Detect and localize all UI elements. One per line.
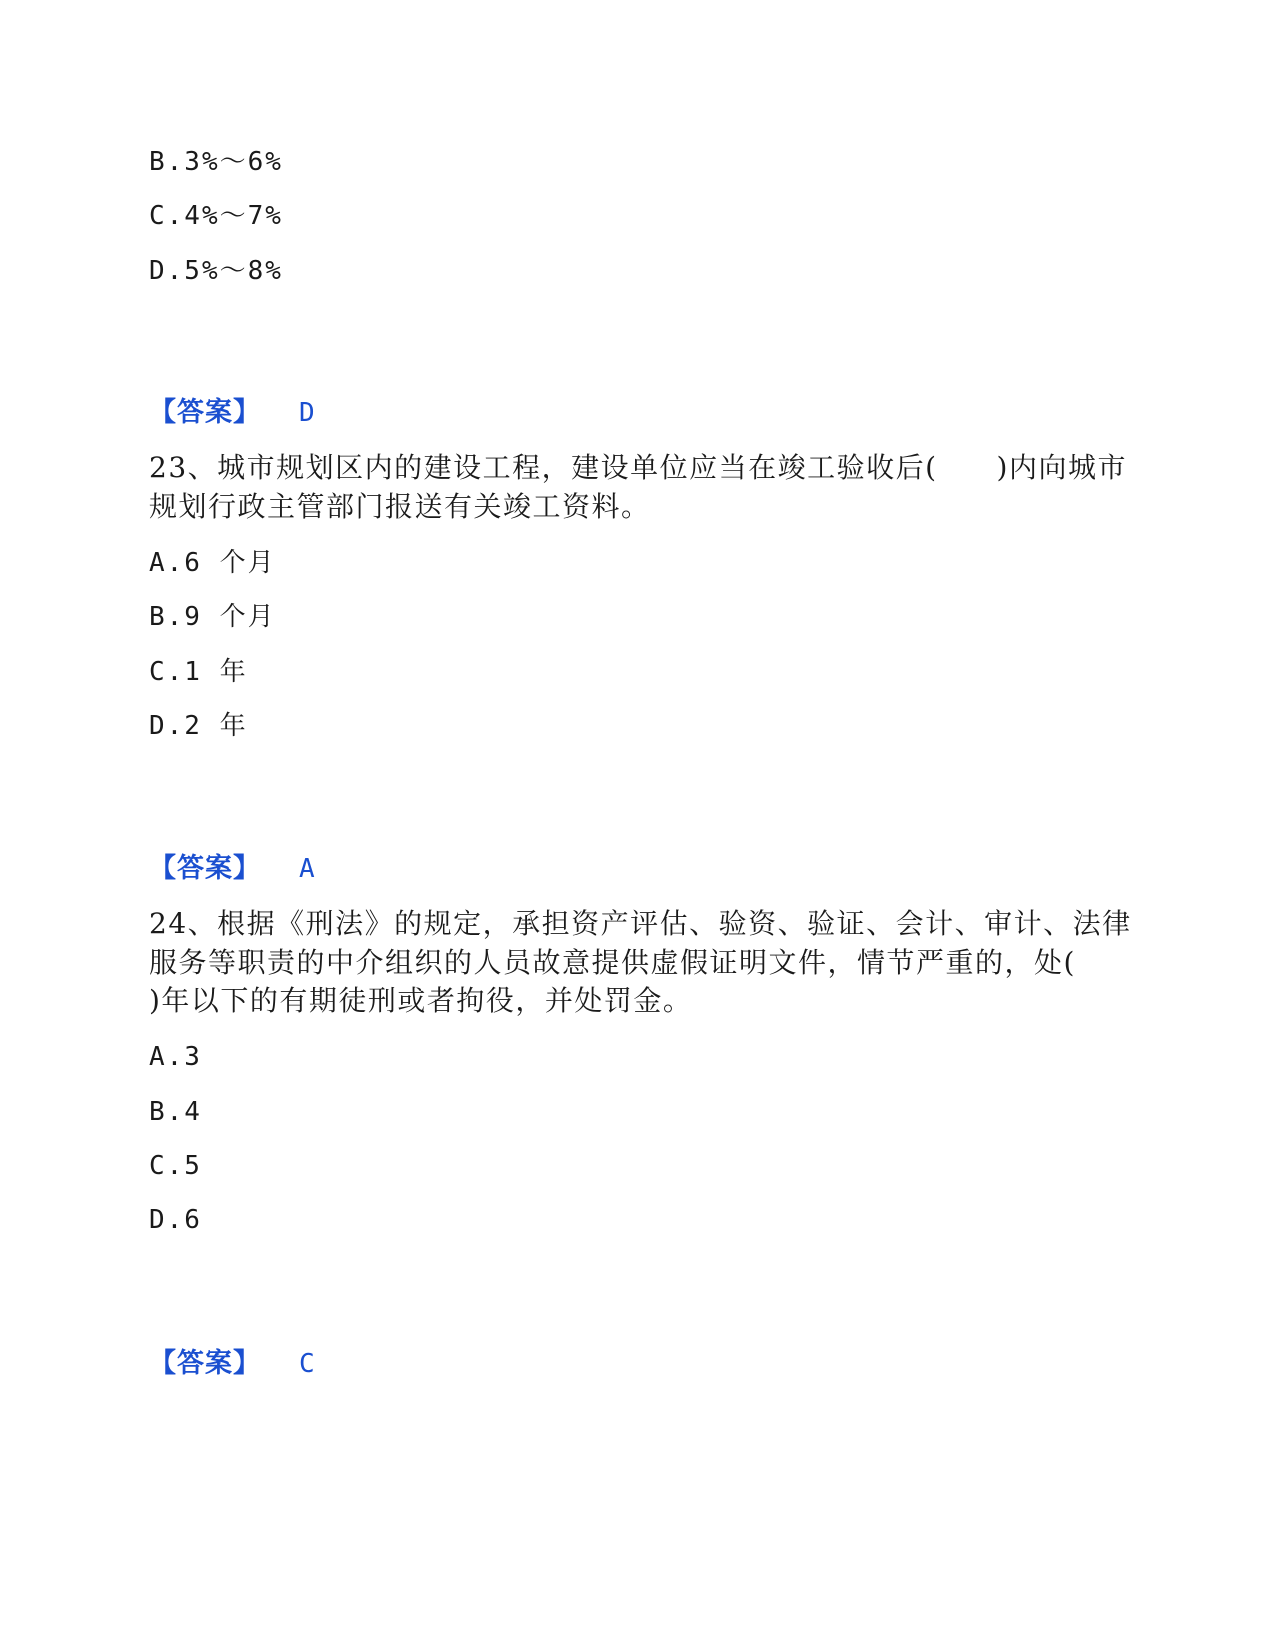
q23-text-line-1: 23、城市规划区内的建设工程，建设单位应当在竣工验收后( )内向城市 xyxy=(149,451,1127,484)
q24-answer xyxy=(149,1346,315,1382)
answer-value: C xyxy=(299,1349,315,1379)
q23-answer xyxy=(149,851,315,887)
q23-option-c: C.1 年 xyxy=(149,657,248,687)
q23-text-line-2: 规划行政主管部门报送有关竣工资料。 xyxy=(149,490,651,523)
q23-option-a: A.6 个月 xyxy=(149,548,276,578)
q24-text-line-2: 服务等职责的中介组织的人员故意提供虚假证明文件，情节严重的，处( xyxy=(149,946,1076,979)
q24-option-d: D.6 xyxy=(149,1205,202,1235)
q24-text-line-1: 24、根据《刑法》的规定，承担资产评估、验资、验证、会计、审计、法律 xyxy=(149,907,1132,940)
q22-option-d: D.5%～8% xyxy=(149,256,283,286)
q24-option-c: C.5 xyxy=(149,1151,202,1181)
q23-option-b: B.9 个月 xyxy=(149,602,276,632)
answer-value: D xyxy=(299,398,315,428)
q22-option-c: C.4%～7% xyxy=(149,201,283,231)
q24-option-a: A.3 xyxy=(149,1042,202,1072)
q24-text-line-3: )年以下的有期徒刑或者拘役，并处罚金。 xyxy=(149,984,693,1017)
answer-label: 【答案】 xyxy=(149,1348,261,1379)
q24-option-b: B.4 xyxy=(149,1097,202,1127)
q22-option-b: B.3%～6% xyxy=(149,147,283,177)
answer-label: 【答案】 xyxy=(149,853,261,884)
answer-value: A xyxy=(299,854,315,884)
q22-answer xyxy=(149,395,315,431)
answer-label: 【答案】 xyxy=(149,397,261,428)
q23-option-d: D.2 年 xyxy=(149,711,248,741)
